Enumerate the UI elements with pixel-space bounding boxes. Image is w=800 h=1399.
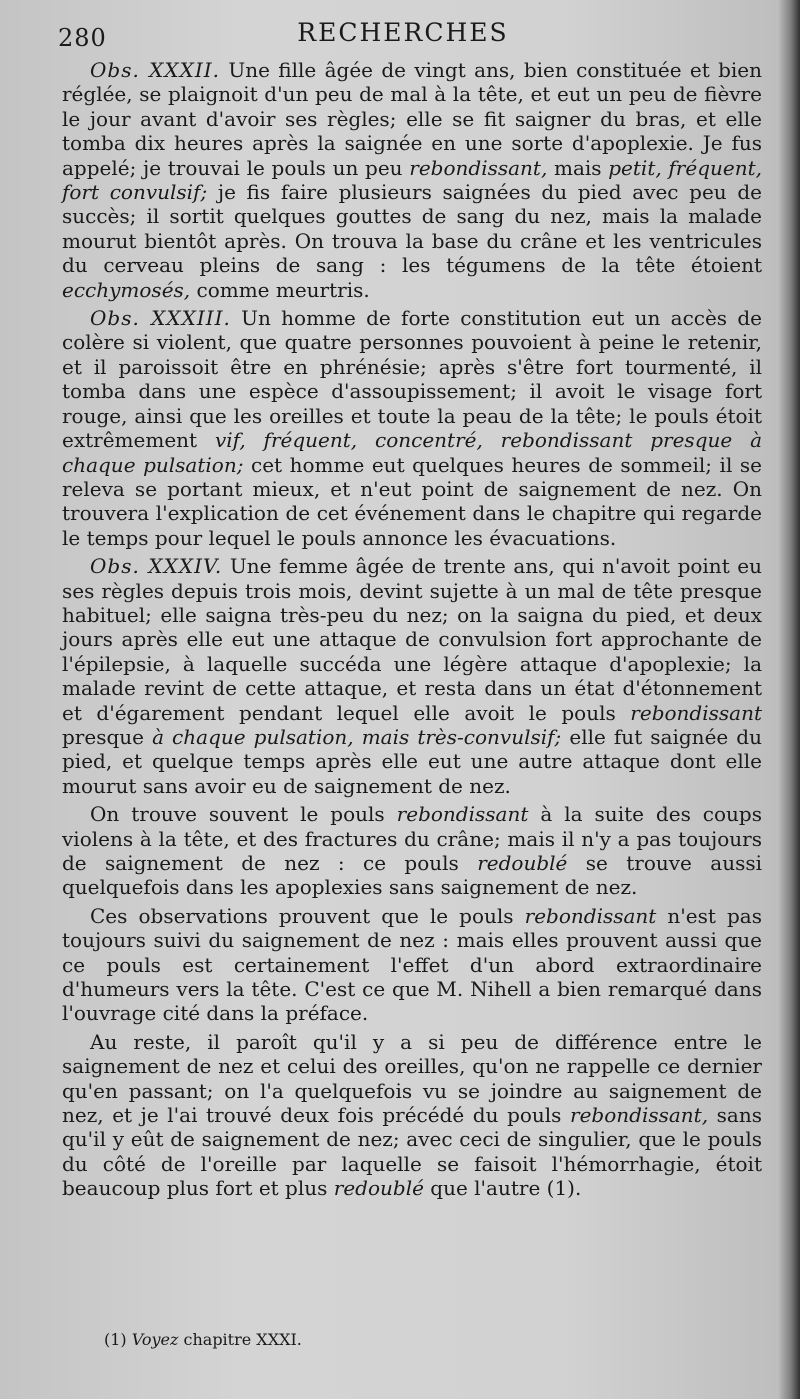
text-segment: cet homme eut quelques heures de sommeil; il se releva se portant mieux, et n'eut point de saignement de nez. On trouvera l'explication de cet événement dans le chapitre qui regarde le temps pour lequel le pouls annonce les évacuations. [62, 452, 762, 550]
text-segment: mais [547, 155, 609, 180]
paragraph-obs-34 [62, 554, 762, 798]
text-segment: Une fille âgée de vingt ans, bien constituée et bien réglée, se plaignoit d'un peu de mal à la tête, et eut un peu de fièvre le jour avant d'avoir ses règles; elle se fit saigner du bras, et elle tomba dix heures après la saignée en une sorte d'apoplexie. Je fus appelé; je trouvai le pouls un peu [62, 58, 762, 180]
italic-text-segment: rebondissant, [570, 1103, 709, 1128]
paragraph-au-reste [62, 1030, 762, 1201]
text-segment: comme meurtris. [190, 277, 370, 302]
italic-text-segment: rebondissant [630, 700, 762, 725]
text-segment: Une femme âgée de trente ans, qui n'avoit point eu ses règles depuis trois mois, devint sujette à un mal de tête presque habituel; elle saigna très-peu du nez; on la saigna du pied, et deux jours après elle eut une attaque de convulsion fort approchante de l'épilepsie, à laquelle succéda une légère attaque d'apoplexie; la malade revint de cette attaque, et resta dans un état d'étonnement et d'égarement pendant lequel elle avoit le pouls [62, 554, 762, 725]
italic-text-segment: rebondissant [524, 903, 657, 928]
page-header [58, 18, 748, 58]
italic-text-segment: rebondissant [396, 802, 529, 827]
paragraph-observations [62, 904, 762, 1026]
text-segment: elle fut saignée du pied, et quelque temps après elle eut une autre attaque dont elle mourut sans avoir eu de saignement de nez. [62, 724, 762, 798]
italic-text-segment: petit, fréquent, fort convulsif; [62, 155, 763, 205]
italic-text-segment: rebondissant, [409, 155, 548, 180]
paragraph-obs-32 [62, 58, 762, 302]
text-segment: n'est pas toujours suivi du saignement de nez : mais elles prouvent aussi que ce pouls est certainement l'effet d'un abord extraordinaire d'humeurs vers la tête. C'est ce que M. Nihell a bien remarqué dans l'ouvrage cité dans la préface. [62, 903, 762, 1026]
text-segment: sans qu'il y eût de saignement de nez; avec ceci de singulier, que le pouls du côté de l'oreille par laquelle se faisoit l'hémorrhagie, étoit beaucoup plus fort et plus [62, 1103, 762, 1201]
footnote-italic: Voyez [131, 1330, 179, 1349]
text-segment: Un homme de forte constitution eut un accès de colère si violent, que quatre personnes pouvoient à peine le retenir, et il paroissoit être en phrénésie; après s'être fort tourmenté, il tomba dans une espèce d'assoupissement; il avoit le visage fort rouge, ainsi que les oreilles et toute la peau de la tête; le pouls étoit extrêmement [62, 306, 762, 453]
italic-text-segment: à chaque pulsation, mais très-convulsif; [152, 724, 562, 749]
text-segment: à la suite des coups violens à la tête, et des fractures du crâne; mais il n'y a pas toujours de saignement de nez : ce pouls [62, 802, 762, 875]
book-spine-shadow [778, 0, 800, 1399]
footnote [104, 1330, 302, 1350]
italic-text-segment: Obs. XXXIII. [90, 306, 231, 331]
paragraph-coups [62, 802, 762, 900]
paragraph-obs-33 [62, 306, 762, 550]
page-body [62, 58, 762, 1201]
italic-text-segment: Obs. XXXII. [90, 58, 221, 82]
text-segment: presque [62, 724, 153, 749]
italic-text-segment: ecchymosés, [62, 277, 191, 302]
footnote-marker: (1) [104, 1330, 127, 1349]
text-segment: que l'autre (1). [423, 1176, 582, 1201]
italic-text-segment: Obs. XXXIV. [90, 554, 223, 579]
italic-text-segment: vif, fréquent, concentré, rebondissant presque à chaque pulsation; [62, 428, 762, 477]
text-segment: Au reste, il paroît qu'il y a si peu de différence entre le saignement de nez et celui des oreilles, qu'on ne rappelle ce dernier qu'en passant; on l'a quelquefois vu se joindre au saignement de nez, et je l'ai trouvé deux fois précédé du pouls [62, 1029, 762, 1128]
running-head: RECHERCHES [297, 18, 509, 47]
italic-text-segment: redoublé [477, 851, 568, 875]
text-segment: se trouve aussi quelquefois dans les apoplexies sans saignement de nez. [62, 851, 762, 900]
footnote-text: chapitre XXXI. [178, 1330, 302, 1349]
italic-text-segment: redoublé [333, 1176, 424, 1201]
page-number: 280 [58, 24, 107, 52]
text-segment: On trouve souvent le pouls [90, 802, 397, 827]
text-segment: Ces observations prouvent que le pouls [90, 903, 525, 928]
text-segment: je fis faire plusieurs saignées du pied avec peu de succès; il sortit quelques gouttes de sang du nez, mais la malade mourut bientôt après. On trouva la base du crâne et les ventricules du cerveau pleins de sang : les tégumens de la tête étoient [62, 180, 762, 278]
